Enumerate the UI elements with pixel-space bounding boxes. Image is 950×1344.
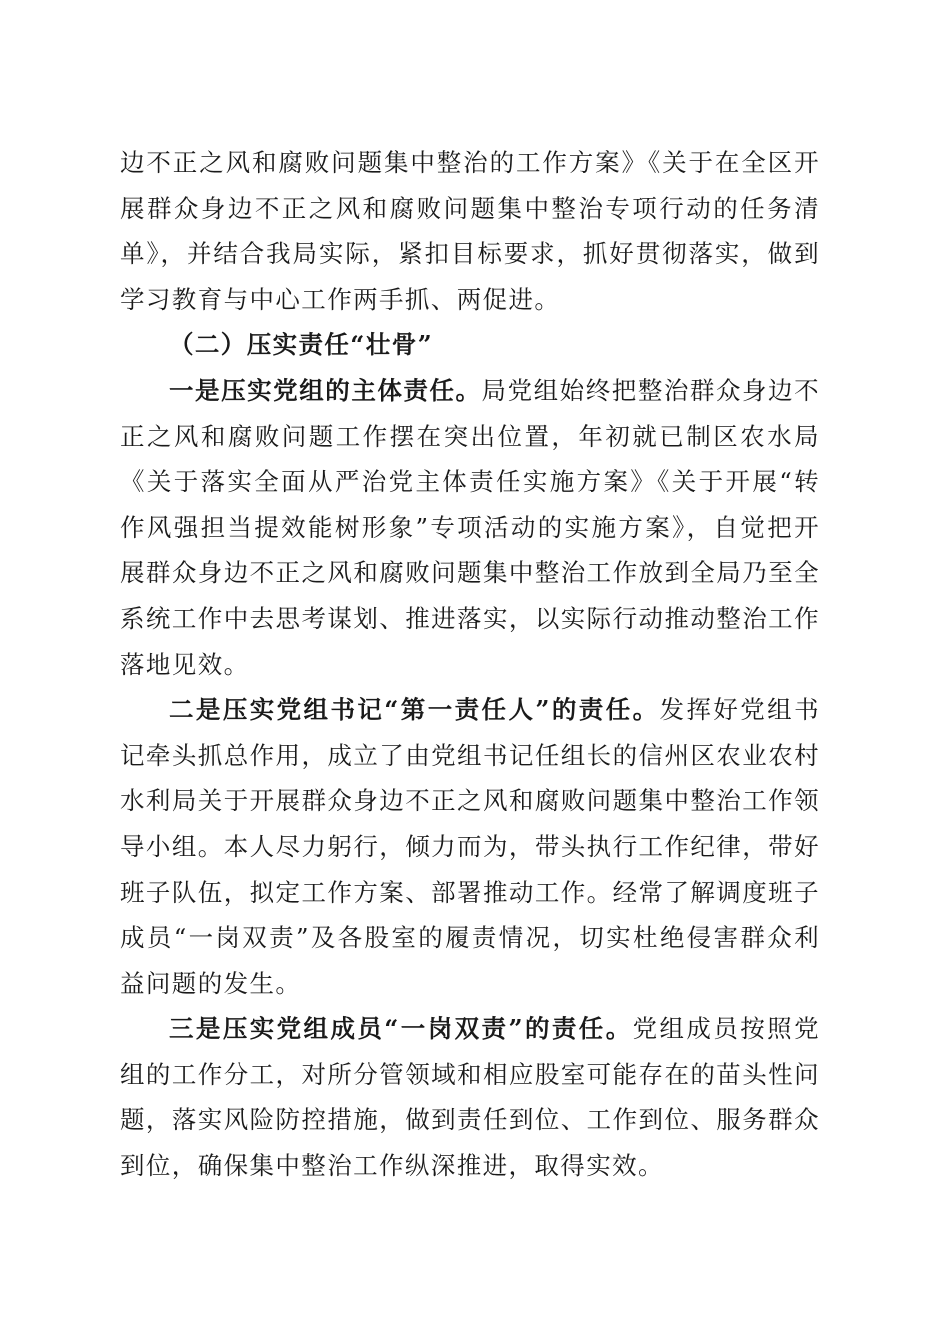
paragraph-text: 边不正之风和腐败问题集中整治的工作方案》《关于在全区开展群众身边不正之风和腐败问题集中整治专项行动的任务清单》，并结合我局实际，紧扣目标要求，抓好贯彻落实，做到学习教育与中心工作两手抓、两促进。 (120, 148, 820, 314)
paragraph-text: 党组成员按照党组的工作分工，对所分管领域和相应股室可能存在的苗头性问题，落实风险防控措施，做到责任到位、工作到位、服务群众到位，确保集中整治工作纵深推进，取得实效。 (120, 1014, 820, 1181)
paragraph-text: 局党组始终把整治群众身边不正之风和腐败问题工作摆在突出位置，年初就已制区农水局《关于落实全面从严治党主体责任实施方案》《关于开展“转作风强担当提效能树形象”专项活动的实施方案》，自觉把开展群众身边不正之风和腐败问题集中整治工作放到全局乃至全系统工作中去思考谋划、推进落实，以实际行动推动整治工作落地见效。 (120, 375, 820, 679)
document-body (120, 140, 820, 1189)
paragraph-lead: 三是压实党组成员“一岗双责”的责任。 (169, 1014, 633, 1044)
paragraph-point-3 (120, 1006, 820, 1188)
paragraph-continuation (120, 140, 820, 322)
paragraph-lead: 一是压实党组的主体责任。 (169, 375, 482, 405)
section-heading: （二）压实责任“壮骨” (169, 330, 434, 360)
paragraph-text: 发挥好党组书记牵头抓总作用，成立了由党组书记任组长的信州区农业农村水利局关于开展群众身边不正之风和腐败问题集中整治工作领导小组。本人尽力躬行，倾力而为，带头执行工作纪律，带好班子队伍，拟定工作方案、部署推动工作。经常了解调度班子成员“一岗双责”及各股室的履责情况，切实杜绝侵害群众利益问题的发生。 (120, 695, 820, 998)
paragraph-point-2 (120, 687, 820, 1006)
paragraph-point-1 (120, 368, 820, 687)
paragraph-lead: 二是压实党组书记“第一责任人”的责任。 (169, 695, 660, 725)
